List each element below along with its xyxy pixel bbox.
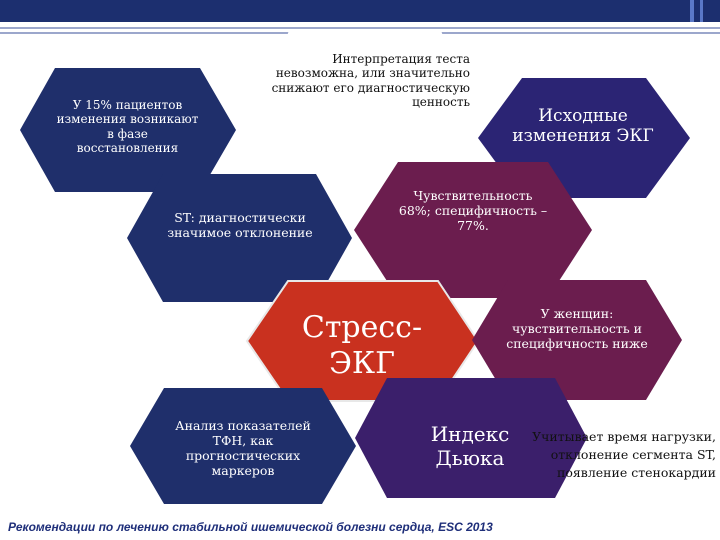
footer-reference: Рекомендации по лечению стабильной ишемической болезни сердца, ESC 2013: [8, 520, 493, 534]
duke-index-note: Учитывает время нагрузки, отклонение сегмента ST, появление стенокардии: [532, 429, 716, 481]
hexagon-top-right-text: Исходные изменения ЭКГ: [512, 106, 654, 147]
header-bar: [0, 0, 720, 22]
hexagon-middle-left-text: ST: диагностически значимое отклонение: [167, 210, 313, 240]
header-accent-2: [700, 0, 703, 22]
hexagon-top-middle-text: Интерпретация теста невозможна, или значительно снижают его диагностическую ценность: [271, 52, 470, 110]
hexagon-middle-right-text: Чувствительность 68%; специфичность – 77%.: [398, 188, 548, 233]
header-accent: [690, 0, 694, 22]
hexagon-bottom-left-text: Анализ показателей ТФН, как прогностических маркеров: [175, 418, 311, 478]
hexagon-right-women-text: У женщин: чувствительность и специфичность ниже: [506, 306, 648, 351]
hexagon-left-top-text: У 15% пациентов изменения возникают в фазе восстановления: [56, 98, 199, 156]
center-title: Стресс-ЭКГ: [301, 310, 423, 381]
hexagon-bottom-middle-text: Индекс Дьюка: [430, 422, 510, 470]
